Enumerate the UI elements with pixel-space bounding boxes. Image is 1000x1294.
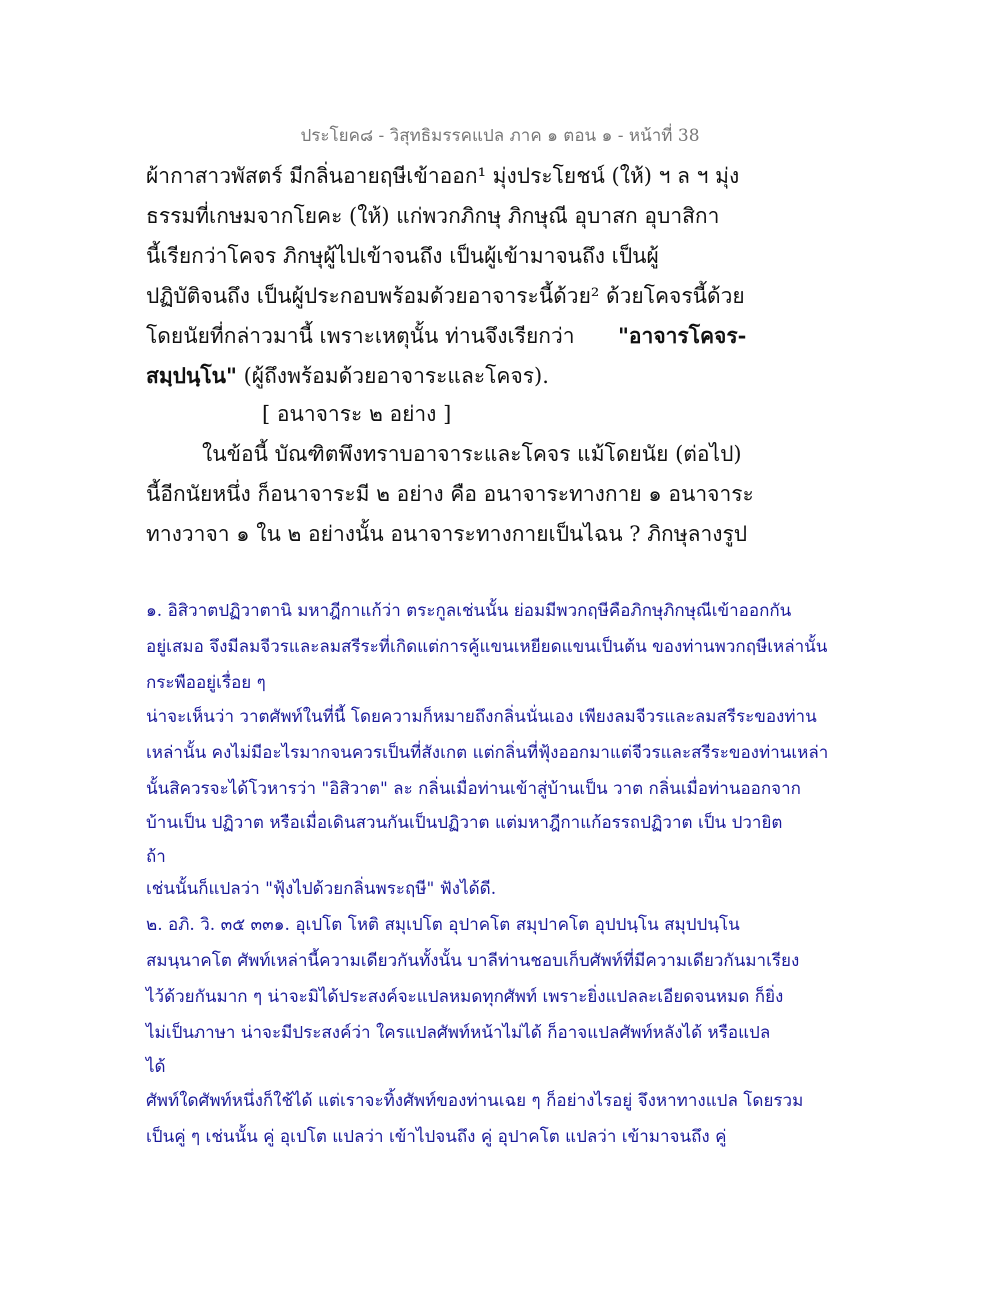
body-line: นี้อีกนัยหนึ่ง ก็อนาจาระมี ๒ อย่าง คือ อนาจาระทางกาย ๑ อนาจาระ (146, 482, 754, 506)
footnote-line: ไว้ด้วยกันมาก ๆ น่าจะมิได้ประสงค์จะแปลหมดทุกศัพท์ เพราะยิ่งแปลละเอียดจนหมด ก็ยิ่ง (146, 987, 784, 1007)
footnote-line: สมนฺนาคโต ศัพท์เหล่านี้ความเดียวกันทั้งนั้น บาลีท่านชอบเก็บศัพท์ที่มีความเดียวกันมาเรียง (146, 951, 800, 971)
footnote-line: ถ้า (146, 847, 166, 867)
body-line (146, 358, 549, 394)
footnote-line: บ้านเป็น ปฏิวาต หรือเมื่อเดินสวนกันเป็นปฏิวาต แต่มหาฎีกาแก้อรรถปฏิวาต เป็น ปวายิต (146, 813, 783, 833)
footnote-line: กระพืออยู่เรื่อย ๆ (146, 673, 266, 693)
footnote-line: ศัพท์ใดศัพท์หนึ่งก็ใช้ได้ แต่เราจะทิ้งศัพท์ของท่านเฉย ๆ ก็อย่างไรอยู่ จึงหาทางแปล โดยรวม (146, 1091, 804, 1111)
body-text: โดยนัยที่กล่าวมานี้ เพราะเหตุนั้น ท่านจึงเรียกว่า (146, 324, 575, 348)
body-line: ในข้อนี้ บัณฑิตพึงทราบอาจาระและโคจร แม้โดยนัย (ต่อไป) (202, 442, 742, 466)
body-line: ผ้ากาสาวพัสตร์ มีกลิ่นอายฤษีเข้าออก¹ มุ่งประโยชน์ (ให้) ฯ ล ฯ มุ่ง (146, 164, 740, 188)
page-header: ประโยค๘ - วิสุทธิมรรคแปล ภาค ๑ ตอน ๑ - หน้าที่ 38 (300, 126, 700, 146)
body-line: ธรรมที่เกษมจากโยคะ (ให้) แก่พวกภิกษุ ภิกษุณี อุบาสก อุบาสิกา (146, 204, 720, 228)
section-heading: [ อนาจาระ ๒ อย่าง ] (262, 402, 452, 426)
footnote-line: ไม่เป็นภาษา น่าจะมีประสงค์ว่า ใครแปลศัพท์หน้าไม่ได้ ก็อาจแปลศัพท์หลังได้ หรือแปล (146, 1023, 771, 1043)
footnote-line: น่าจะเห็นว่า วาตศัพท์ในที่นี้ โดยความก็หมายถึงกลิ่นนั่นเอง เพียงลมจีวรและลมสรีระของท่าน (146, 707, 817, 727)
body-line (146, 318, 746, 354)
footnote-line: เช่นนั้นก็แปลว่า "ฟุ้งไปด้วยกลิ่นพระฤษี" ฟังได้ดี. (146, 879, 497, 899)
footnote-line: เหล่านั้น คงไม่มีอะไรมากจนควรเป็นที่สังเกต แต่กลิ่นที่ฟุ้งออกมาแต่จีวรและสรีระของท่านเหล่า (146, 743, 829, 763)
footnote-line: ได้ (146, 1057, 166, 1077)
bold-term: สมฺปนฺโน" (146, 363, 237, 388)
footnote-line: อยู่เสมอ จึงมีลมจีวรและลมสรีระที่เกิดแต่การคู้แขนเหยียดแขนเป็นต้น ของท่านพวกฤษีเหล่านั้น (146, 637, 828, 657)
body-text: (ผู้ถึงพร้อมด้วยอาจาระและโคจร). (236, 364, 549, 388)
footnote-line: เป็นคู่ ๆ เช่นนั้น คู่ อุเปโต แปลว่า เข้าไปจนถึง คู่ อุปาคโต แปลว่า เข้ามาจนถึง คู่ (146, 1127, 727, 1147)
bold-term: "อาจารโคจร- (617, 323, 747, 348)
footnote-line: ๑. อิสิวาตปฏิวาตานิ มหาฎีกาแก้ว่า ตระกูลเช่นนั้น ย่อมมีพวกฤษีคือภิกษุภิกษุณีเข้าออกกัน (146, 601, 792, 621)
footnote-line: นั้นสิควรจะได้โวหารว่า "อิสิวาต" ละ กลิ่นเมื่อท่านเข้าสู่บ้านเป็น วาต กลิ่นเมื่อท่านออกจาก (146, 779, 801, 799)
body-line: ปฏิบัติจนถึง เป็นผู้ประกอบพร้อมด้วยอาจาระนี้ด้วย² ด้วยโคจรนี้ด้วย (146, 284, 745, 308)
body-line: ทางวาจา ๑ ใน ๒ อย่างนั้น อนาจาระทางกายเป็นไฉน ? ภิกษุลางรูป (146, 522, 748, 546)
footnote-line: ๒. อภิ. วิ. ๓๕ ๓๓๑. อุเปโต โหติ สมุเปโต อุปาคโต สมุปาคโต อุปปนฺโน สมุปปนฺโน (146, 915, 740, 935)
body-line: นี้เรียกว่าโคจร ภิกษุผู้ไปเข้าจนถึง เป็นผู้เข้ามาจนถึง เป็นผู้ (146, 244, 659, 268)
